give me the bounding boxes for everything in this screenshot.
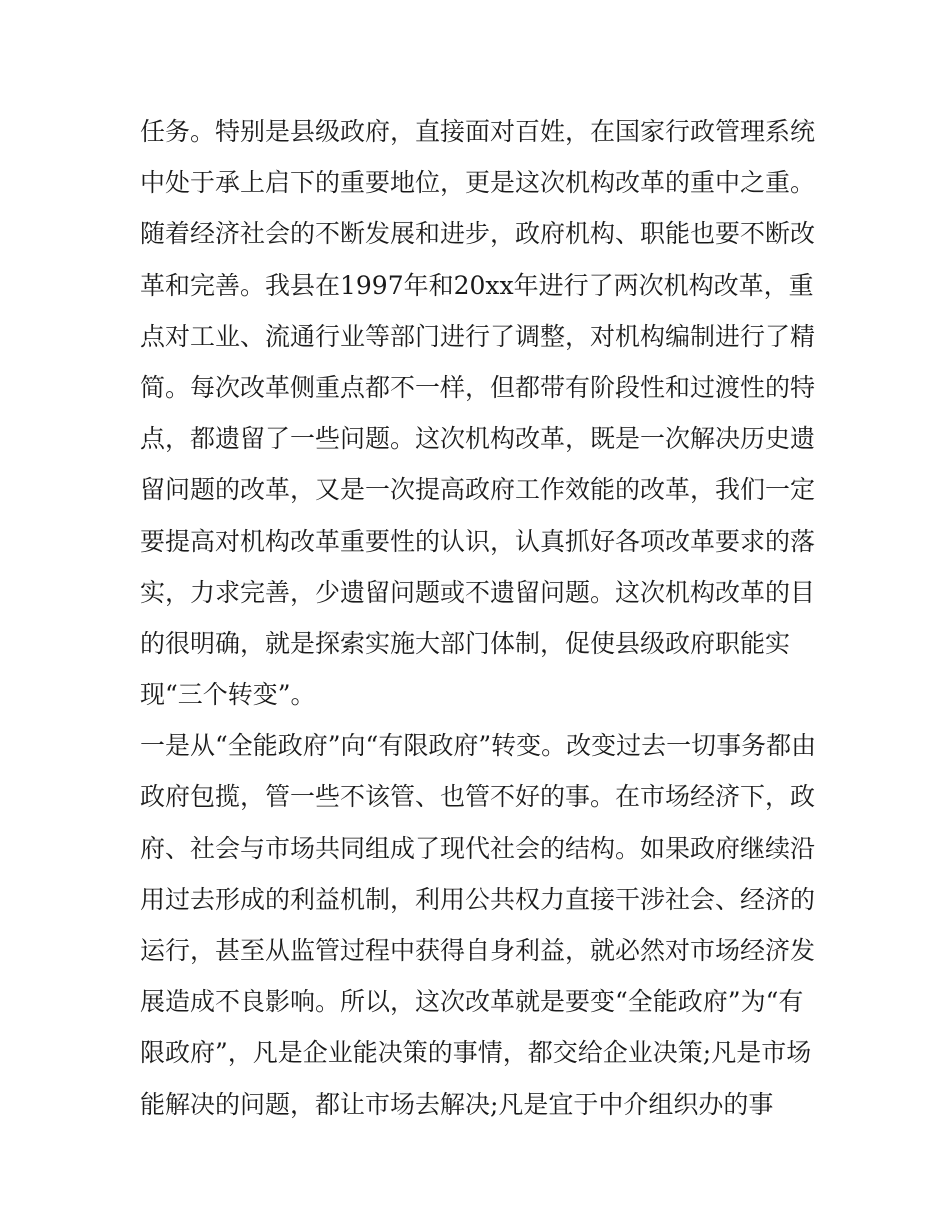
text-line: 用过去形成的利益机制，利用公共权力直接干涉社会、经济的	[140, 884, 816, 914]
text-line: 一是从“全能政府”向“有限政府”转变。改变过去一切事务都由	[140, 731, 817, 761]
text-line: 简。每次改革侧重点都不一样，但都带有阶段性和过渡性的特	[140, 372, 816, 402]
text-line: 的很明确，就是探索实施大部门体制，促使县级政府职能实	[140, 628, 791, 658]
text-line: 实，力求完善，少遗留问题或不遗留问题。这次机构改革的目	[140, 577, 816, 607]
text-line: 运行，甚至从监管过程中获得自身利益，就必然对市场经济发	[140, 936, 816, 965]
text-line: 府、社会与市场共同组成了现代社会的结构。如果政府继续沿	[140, 833, 816, 863]
text-line: 革和完善。我县在1997年和20xx年进行了两次机构改革，重	[140, 270, 814, 300]
text-line: 要提高对机构改革重要性的认识，认真抓好各项改革要求的落	[140, 526, 816, 556]
text-line: 能解决的问题，都让市场去解决;凡是宜于中介组织办的事	[140, 1089, 774, 1119]
body-text	[140, 106, 820, 1130]
text-line: 点，都遗留了一些问题。这次机构改革，既是一次解决历史遗	[140, 424, 816, 454]
text-line: 展造成不良影响。所以，这次改革就是要变“全能政府”为“有	[140, 987, 804, 1017]
text-line: 中处于承上启下的重要地位，更是这次机构改革的重中之重。	[140, 168, 816, 198]
text-line: 限政府”，凡是企业能决策的事情，都交给企业决策;凡是市场	[140, 1038, 812, 1068]
text-line: 现“三个转变”。	[140, 680, 316, 710]
text-line: 任务。特别是县级政府，直接面对百姓，在国家行政管理系统	[140, 117, 816, 146]
text-line: 政府包揽，管一些不该管、也管不好的事。在市场经济下，政	[140, 782, 816, 812]
text-line: 随着经济社会的不断发展和进步，政府机构、职能也要不断改	[140, 219, 816, 249]
text-line: 留问题的改革，又是一次提高政府工作效能的改革，我们一定	[140, 475, 816, 505]
text-line: 点对工业、流通行业等部门进行了调整，对机构编制进行了精	[140, 321, 816, 351]
